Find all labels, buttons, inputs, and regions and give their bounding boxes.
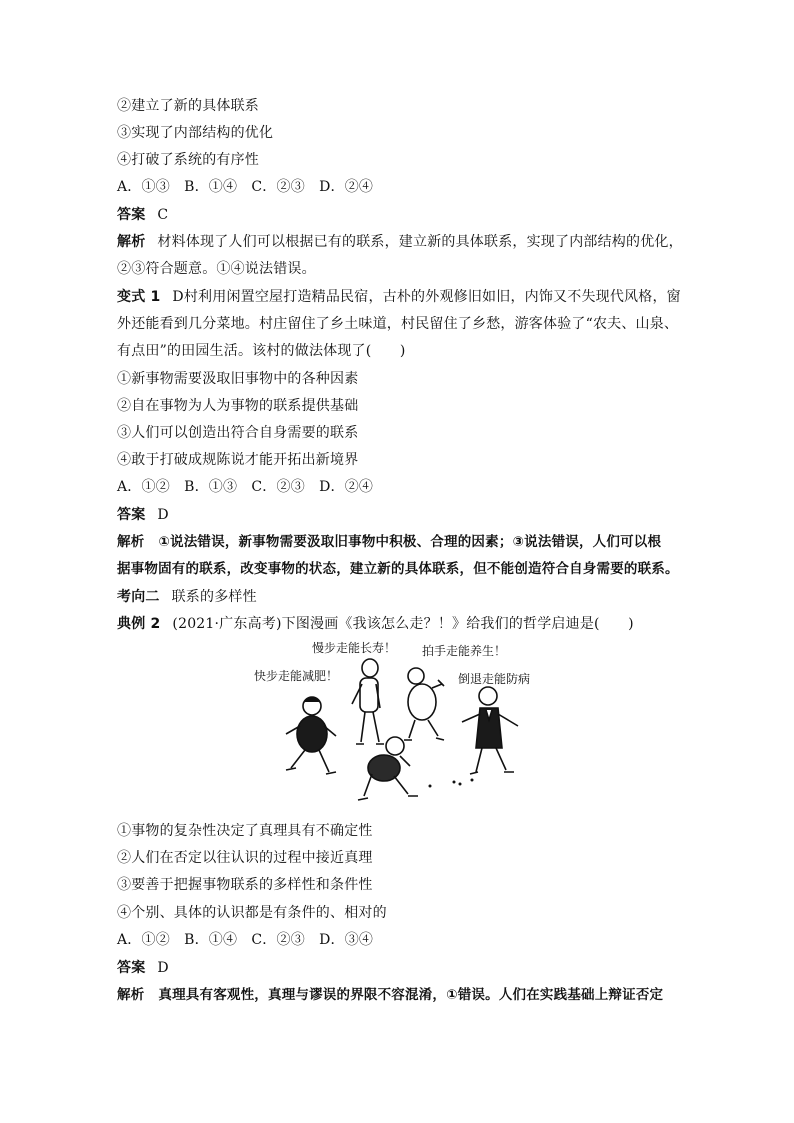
example-option-1: ①事物的复杂性决定了真理具有不确定性 [117, 823, 373, 839]
figure-fast-walker [286, 697, 336, 774]
bubble-fast-walk: 快步走能减肥！ [254, 669, 339, 683]
variant-label: 变式 1 [117, 289, 161, 305]
answer-3 [117, 958, 169, 978]
section-label: 考向二 [117, 589, 160, 605]
analysis-label: 解析 [117, 234, 146, 250]
variant-option-1: ①新事物需要汲取旧事物中的各种因素 [117, 371, 359, 387]
analysis-2-line-2: 据事物固有的联系，改变事物的状态，建立新的具体联系，但不能创造符合自身需要的联系。 [117, 561, 679, 577]
answer-label: 答案 [117, 507, 146, 523]
variant-option-2: ②自在事物为人为事物的联系提供基础 [117, 398, 359, 414]
variant-1-line-2: 外还能看到几分菜地。村庄留住了乡土味道，村民留住了乡愁，游客体验了“农夫、山泉、 [117, 316, 679, 332]
figure-clap-walker [404, 668, 444, 740]
example-2-stem [117, 614, 634, 634]
variant-choices: A．①② B．①③ C．②③ D．②④ [117, 479, 374, 495]
variant-1-line-1 [117, 287, 681, 307]
answer-value: D [157, 960, 169, 976]
example-choices: A．①② B．①④ C．②③ D．③④ [117, 932, 374, 948]
cartoon-illustration [250, 636, 550, 812]
variant-option-4: ④敢于打破成规陈说才能开拓出新境界 [117, 452, 359, 468]
bubble-clap-walk: 拍手走能养生！ [422, 644, 507, 658]
answer-value: C [157, 207, 169, 223]
example-option-3: ③要善于把握事物联系的多样性和条件性 [117, 877, 373, 893]
footprint-marks [429, 779, 474, 788]
figure-backward-walker [462, 687, 518, 774]
analysis-2-line-1 [117, 532, 661, 552]
section-title: 联系的多样性 [171, 589, 257, 605]
answer-label: 答案 [117, 207, 146, 223]
variant-option-3: ③人们可以创造出符合自身需要的联系 [117, 425, 359, 441]
example-text: (2021·广东高考)下图漫画《我该怎么走？！》给我们的哲学启迪是( ) [172, 616, 634, 632]
analysis-text: 真理具有客观性，真理与谬误的界限不容混淆，①错误。人们在实践基础上辩证否定 [158, 987, 664, 1003]
example-option-2: ②人们在否定以往认识的过程中接近真理 [117, 850, 373, 866]
variant-text: D村利用闲置空屋打造精品民宿，古朴的外观修旧如旧，内饰又不失现代风格，窗 [172, 289, 681, 305]
figure-crouching-man [358, 737, 418, 800]
prev-option-3: ③实现了内部结构的优化 [117, 125, 274, 141]
analysis-1-line-1 [117, 232, 683, 252]
bubble-back-walk: 倒退走能防病 [458, 672, 531, 686]
example-label: 典例 2 [117, 616, 161, 632]
figure-slow-walker [352, 659, 384, 744]
section-heading [117, 587, 257, 607]
variant-1-line-3: 有点田”的田园生活。该村的做法体现了( ) [117, 343, 406, 359]
bubble-slow-walk: 慢步走能长寿！ [312, 641, 397, 655]
answer-label: 答案 [117, 960, 146, 976]
analysis-text: ①说法错误，新事物需要汲取旧事物中积极、合理的因素；③说法错误，人们可以根 [158, 534, 662, 550]
answer-value: D [157, 507, 169, 523]
analysis-text: 材料体现了人们可以根据已有的联系，建立新的具体联系，实现了内部结构的优化， [157, 234, 683, 250]
prev-option-4: ④打破了系统的有序性 [117, 152, 259, 168]
analysis-3-line-1 [117, 985, 663, 1005]
answer-2 [117, 505, 169, 525]
analysis-label: 解析 [117, 534, 145, 550]
analysis-label: 解析 [117, 987, 145, 1003]
prev-choices: A．①③ B．①④ C．②③ D．②④ [117, 179, 374, 195]
analysis-1-line-2: ②③符合题意。①④说法错误。 [117, 261, 316, 277]
answer-1 [117, 205, 168, 225]
prev-option-2: ②建立了新的具体联系 [117, 98, 259, 114]
example-option-4: ④个别、具体的认识都是有条件的、相对的 [117, 905, 387, 921]
